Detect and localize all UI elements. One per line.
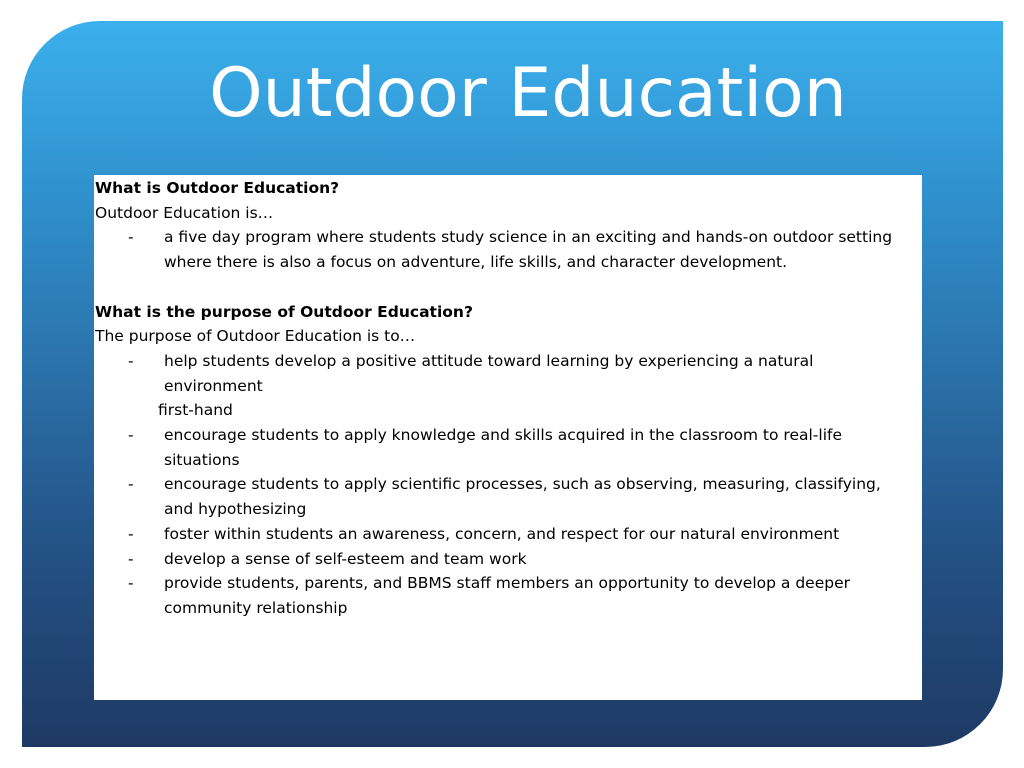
list-item [95,472,915,521]
list-item [95,522,915,547]
list-item [95,225,915,274]
section-lead-purpose: The purpose of Outdoor Education is to… [95,327,416,346]
slide-title: Outdoor Education [209,54,847,133]
bullet-continuation: first-hand [158,401,233,420]
bullet-text: foster within students an awareness, concern, and respect for our natural environment [164,524,840,543]
section-heading-what-is: What is Outdoor Education? [95,179,340,197]
bullet-dash: - [128,524,134,543]
list-item [95,547,915,572]
section-lead-what-is: Outdoor Education is… [95,203,274,222]
content-box [94,175,922,700]
list-item [95,571,915,620]
list-item [95,349,915,398]
bullet-dash: - [128,228,134,247]
bullet-dash: - [128,351,134,370]
spacer [95,275,915,300]
bullet-dash: - [128,574,134,593]
bullet-dash: - [128,549,134,568]
bullet-text: encourage students to apply scientific processes, such as observing, measuring, classifying, and hypothesizing [164,475,881,519]
bullet-text: encourage students to apply knowledge and skills acquired in the classroom to real-life situations [164,426,842,469]
bullet-dash: - [128,426,134,445]
bullet-text: help students develop a positive attitude toward learning by experiencing a natural environment [164,351,814,395]
bullet-text: provide students, parents, and BBMS staff members an opportunity to develop a deeper community relationship [164,574,850,617]
list-item [95,423,915,472]
bullet-dash: - [128,475,134,494]
content-text [95,176,915,621]
bullet-text: develop a sense of self-esteem and team work [164,549,527,568]
section-heading-purpose: What is the purpose of Outdoor Education? [95,302,473,321]
bullet-text: a five day program where students study science in an exciting and hands-on outdoor setting where there is also a focus on adventure, life skills, and character development. [164,228,893,272]
